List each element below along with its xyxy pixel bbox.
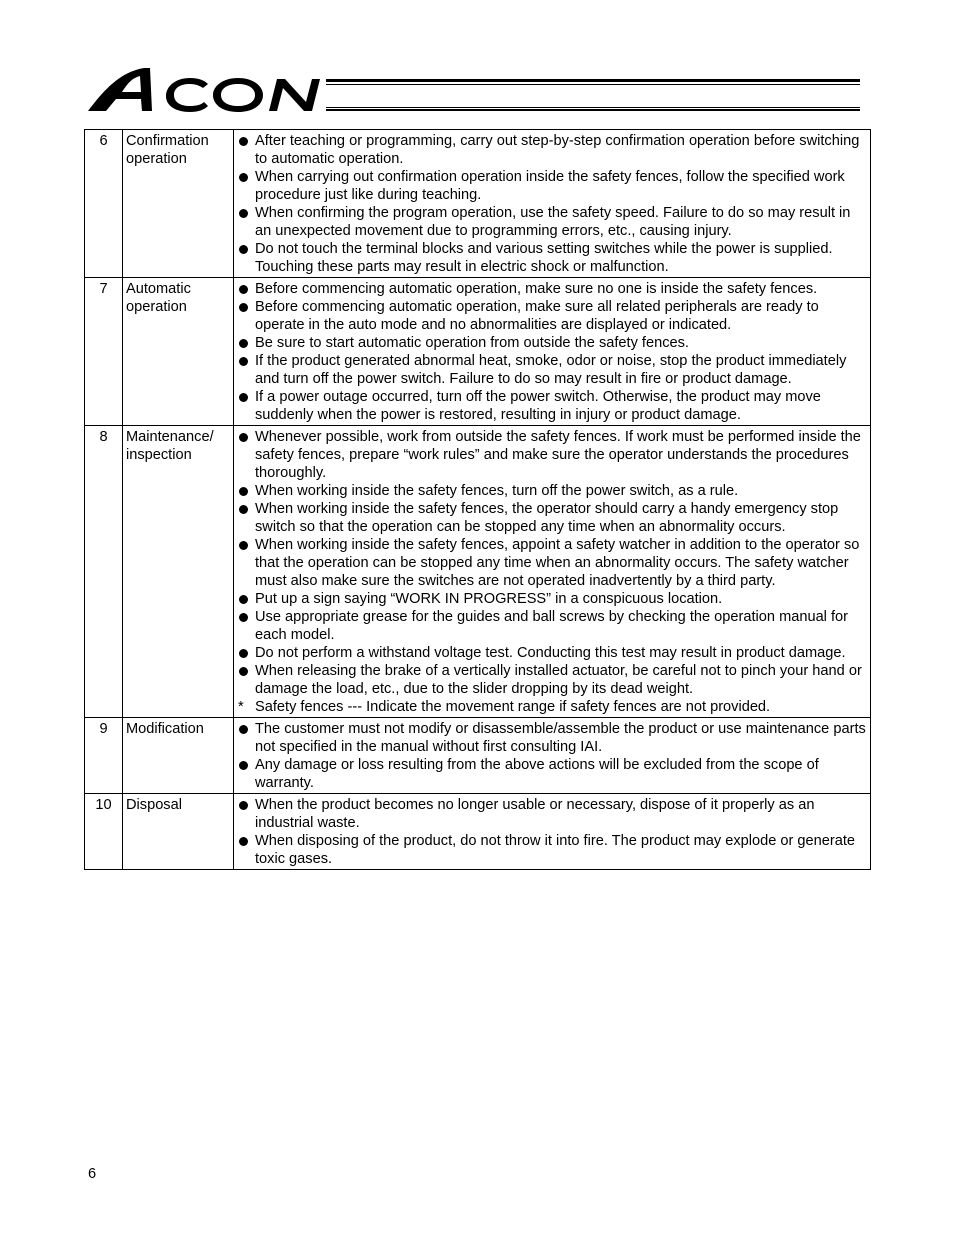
precaution-text: Safety fences --- Indicate the movement range if safety fences are not provided. <box>255 699 771 715</box>
precaution-item <box>237 590 867 608</box>
table-row <box>85 426 871 718</box>
asterisk-mark: * <box>238 699 244 715</box>
precaution-text: Use appropriate grease for the guides and ball screws by checking the operation manual for each model. <box>255 609 849 643</box>
precaution-item <box>237 662 867 698</box>
precaution-item <box>237 388 867 424</box>
precaution-item <box>237 608 867 644</box>
table-row <box>85 794 871 870</box>
precaution-item <box>237 204 867 240</box>
precaution-list <box>237 132 867 276</box>
precaution-text: The customer must not modify or disassemble/assemble the product or use maintenance parts not specified in the manual without first consulting IAI. <box>255 721 866 755</box>
precaution-text: Whenever possible, work from outside the safety fences. If work must be performed inside the safety fences, prepare “work rules” and make sure the operator understands the procedures thoroughly. <box>255 429 861 481</box>
precaution-item <box>237 536 867 590</box>
precaution-item <box>237 698 867 716</box>
precaution-text: Put up a sign saying “WORK IN PROGRESS” in a conspicuous location. <box>255 591 723 607</box>
precaution-text: When the product becomes no longer usable or necessary, dispose of it properly as an industrial waste. <box>255 797 815 831</box>
precaution-item <box>237 298 867 334</box>
precaution-text: When working inside the safety fences, the operator should carry a handy emergency stop switch so that the operation can be stopped any time when an abnormality occurs. <box>255 501 839 535</box>
safety-precautions-table <box>84 129 871 870</box>
precautions-cell <box>234 130 871 278</box>
precaution-text: Do not perform a withstand voltage test. Conducting this test may result in product damage. <box>255 645 846 661</box>
precaution-text: Before commencing automatic operation, make sure no one is inside the safety fences. <box>255 281 818 297</box>
precaution-text: Do not touch the terminal blocks and various setting switches while the power is supplied. Touching these parts may result in electric shock or malfunction. <box>255 241 833 275</box>
table-body <box>85 130 871 870</box>
precaution-item <box>237 428 867 482</box>
acon-logo-graphic <box>86 62 862 116</box>
precaution-text: When carrying out confirmation operation inside the safety fences, follow the specified work procedure just like during teaching. <box>255 169 845 203</box>
precaution-item <box>237 796 867 832</box>
table-row <box>85 718 871 794</box>
row-number: 6 <box>85 130 123 278</box>
precaution-item <box>237 500 867 536</box>
precaution-text: After teaching or programming, carry out step-by-step confirmation operation before switching to automatic operation. <box>255 133 860 167</box>
operation-name: Modification <box>123 718 234 794</box>
precaution-item <box>237 132 867 168</box>
table-row <box>85 130 871 278</box>
precautions-cell <box>234 426 871 718</box>
precaution-item <box>237 168 867 204</box>
page-number: 6 <box>88 1166 97 1182</box>
precaution-item <box>237 644 867 662</box>
precaution-text: When confirming the program operation, use the safety speed. Failure to do so may result in an unexpected movement due to programming errors, etc., causing injury. <box>255 205 851 239</box>
precaution-text: When releasing the brake of a vertically installed actuator, be careful not to pinch your hand or damage the load, etc., due to the slider dropping by its dead weight. <box>255 663 862 697</box>
precautions-cell <box>234 718 871 794</box>
precaution-list <box>237 796 867 868</box>
operation-name: Disposal <box>123 794 234 870</box>
precaution-item <box>237 482 867 500</box>
precaution-list <box>237 428 867 716</box>
table-row <box>85 278 871 426</box>
precaution-text: Before commencing automatic operation, make sure all related peripherals are ready to operate in the auto mode and no abnormalities are displayed or indicated. <box>255 299 819 333</box>
operation-name: Maintenance/ inspection <box>123 426 234 718</box>
precaution-text: Be sure to start automatic operation from outside the safety fences. <box>255 335 689 351</box>
precaution-text: When disposing of the product, do not throw it into fire. The product may explode or generate toxic gases. <box>255 833 856 867</box>
precaution-text: If the product generated abnormal heat, smoke, odor or noise, stop the product immediately and turn off the power switch. Failure to do so may result in fire or product damage. <box>255 353 847 387</box>
brand-logo <box>86 62 862 116</box>
precautions-cell <box>234 278 871 426</box>
precaution-text: Any damage or loss resulting from the above actions will be excluded from the scope of warranty. <box>255 757 819 791</box>
precaution-item <box>237 352 867 388</box>
precaution-item <box>237 240 867 276</box>
precaution-text: When working inside the safety fences, turn off the power switch, as a rule. <box>255 483 739 499</box>
precaution-item <box>237 334 867 352</box>
precaution-item <box>237 720 867 756</box>
row-number: 10 <box>85 794 123 870</box>
precaution-list <box>237 720 867 792</box>
precaution-item <box>237 756 867 792</box>
row-number: 7 <box>85 278 123 426</box>
precaution-list <box>237 280 867 424</box>
precautions-cell <box>234 794 871 870</box>
precaution-text: When working inside the safety fences, appoint a safety watcher in addition to the operator so that the operation can be stopped any time when an abnormality occurs. The safety watcher must also make sure the switches are not operated inadvertently by a third party. <box>255 537 860 589</box>
operation-name: Automatic operation <box>123 278 234 426</box>
row-number: 8 <box>85 426 123 718</box>
operation-name: Confirmation operation <box>123 130 234 278</box>
precaution-item <box>237 280 867 298</box>
precaution-text: If a power outage occurred, turn off the power switch. Otherwise, the product may move suddenly when the power is restored, resulting in injury or product damage. <box>255 389 821 423</box>
row-number: 9 <box>85 718 123 794</box>
precaution-item <box>237 832 867 868</box>
